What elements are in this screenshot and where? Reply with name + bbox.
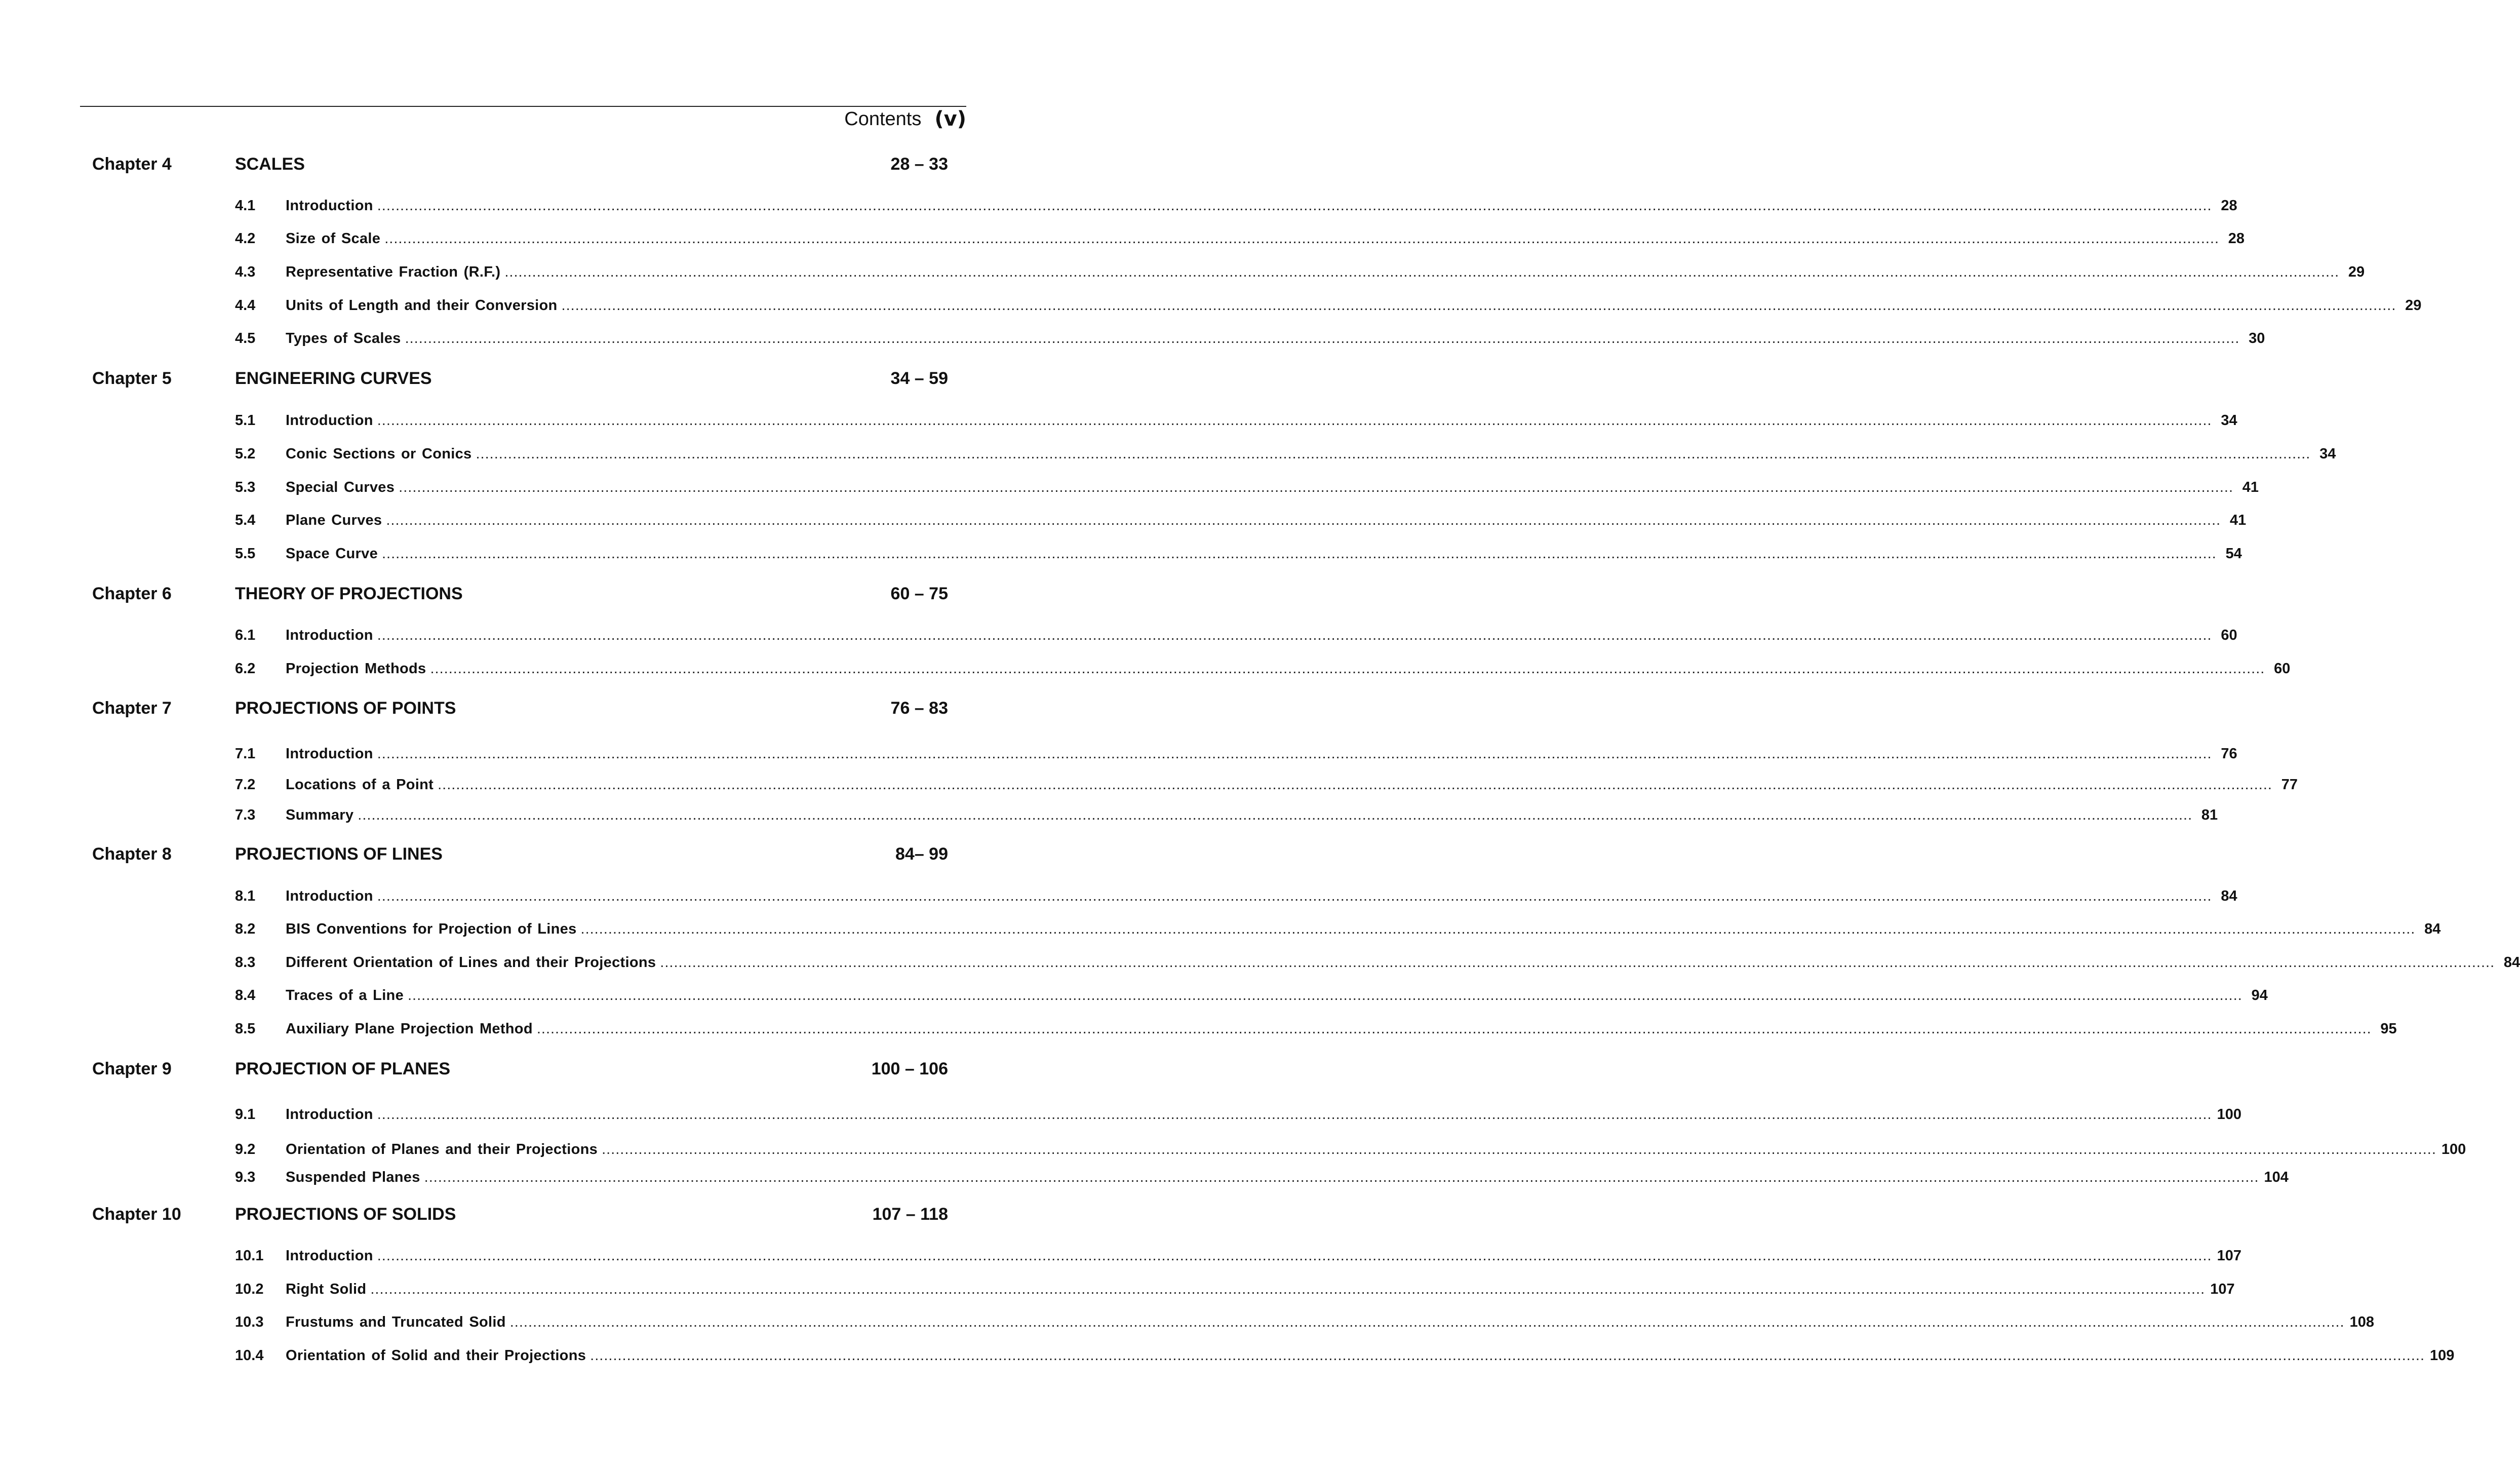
section-page: 81 [2201,807,2218,823]
dot-leader: ................................................................................................................................................................................................................................................................................................................................................................................................................ [399,479,2234,495]
toc-entry[interactable] [235,409,2237,432]
section-number: 8.3 [235,954,256,971]
section-title: Traces of a Line [286,987,404,1003]
dot-leader: ................................................................................................................................................................................................................................................................................................................................................................................................................ [504,264,2340,280]
chapter-page-range: 100 – 106 [871,1059,948,1078]
section-number: 5.5 [235,546,256,562]
section-page: 28 [2221,198,2237,214]
section-page: 100 [2217,1106,2241,1123]
dot-leader: ................................................................................................................................................................................................................................................................................................................................................................................................................ [382,546,2217,562]
dot-leader: ................................................................................................................................................................................................................................................................................................................................................................................................................ [536,1021,2372,1037]
toc-entry[interactable] [235,1344,2455,1367]
chapter-heading [0,1056,1037,1081]
section-number: 8.4 [235,987,256,1003]
section-page: 94 [2251,987,2268,1003]
section-number: 4.5 [235,330,256,346]
section-page: 60 [2221,627,2237,643]
toc-entry[interactable] [235,804,2218,826]
dot-leader: ................................................................................................................................................................................................................................................................................................................................................................................................................ [509,1314,2345,1330]
toc-entry[interactable] [235,509,2247,531]
section-number: 7.1 [235,746,256,762]
chapter-page-range: 107 – 118 [872,1205,948,1224]
section-number: 8.5 [235,1021,256,1037]
dot-leader: ................................................................................................................................................................................................................................................................................................................................................................................................................ [580,921,2416,937]
section-title: Types of Scales [286,330,401,346]
section-title: Introduction [286,1248,373,1264]
dot-leader: ................................................................................................................................................................................................................................................................................................................................................................................................................ [377,888,2212,904]
chapter-label: Chapter 4 [92,154,172,174]
running-title: Contents [844,108,922,130]
section-title: Space Curve [286,546,378,562]
dot-leader: ................................................................................................................................................................................................................................................................................................................................................................................................................ [384,230,2220,247]
toc-entry[interactable] [235,918,2441,940]
chapter-label: Chapter 6 [92,584,172,603]
dot-leader: ................................................................................................................................................................................................................................................................................................................................................................................................................ [377,412,2212,429]
section-page: 104 [2264,1169,2289,1185]
section-number: 10.1 [235,1248,264,1264]
dot-leader: ................................................................................................................................................................................................................................................................................................................................................................................................................ [408,987,2242,1003]
section-number: 9.2 [235,1141,256,1157]
dot-leader: ................................................................................................................................................................................................................................................................................................................................................................................................................ [405,330,2240,346]
dot-leader: ................................................................................................................................................................................................................................................................................................................................................................................................................ [377,1248,2212,1264]
chapter-page-range: 84– 99 [895,844,948,864]
section-page: 28 [2228,230,2245,247]
section-title: Representative Fraction (R.F.) [286,264,501,280]
chapter-page-range: 76 – 83 [890,699,948,718]
section-title: Right Solid [286,1281,367,1297]
dot-leader: ................................................................................................................................................................................................................................................................................................................................................................................................................ [602,1141,2436,1157]
toc-entry[interactable] [235,1018,2397,1040]
section-page: 100 [2441,1141,2466,1157]
chapter-page-range: 60 – 75 [890,584,948,603]
section-title: Conic Sections or Conics [286,446,472,462]
section-page: 95 [2380,1021,2397,1037]
section-page: 41 [2242,479,2259,495]
section-page: 34 [2221,412,2237,429]
chapter-title: PROJECTIONS OF SOLIDS [235,1205,456,1224]
section-page: 30 [2249,330,2265,346]
chapter-heading [0,696,1037,721]
section-number: 5.1 [235,412,256,429]
section-title: Orientation of Solid and their Projections [286,1347,586,1364]
section-page: 54 [2225,546,2242,562]
chapter-title: PROJECTIONS OF LINES [235,844,443,864]
toc-entry[interactable] [235,443,2336,465]
chapter-label: Chapter 8 [92,844,172,864]
dot-leader: ................................................................................................................................................................................................................................................................................................................................................................................................................ [386,512,2221,528]
section-page: 77 [2281,777,2298,793]
section-number: 9.3 [235,1169,256,1185]
chapter-title: PROJECTION OF PLANES [235,1059,451,1078]
section-number: 4.2 [235,230,256,247]
section-number: 4.1 [235,198,256,214]
chapter-heading [0,841,1037,867]
toc-entry[interactable] [235,1311,2374,1333]
section-title: Frustums and Truncated Solid [286,1314,506,1330]
chapter-heading [0,581,1037,606]
dot-leader: ................................................................................................................................................................................................................................................................................................................................................................................................................ [660,954,2495,971]
chapter-label: Chapter 5 [92,369,172,388]
section-title: Orientation of Planes and their Projections [286,1141,598,1157]
section-page: 34 [2319,446,2336,462]
toc-entry[interactable] [235,1245,2241,1267]
dot-leader: ................................................................................................................................................................................................................................................................................................................................................................................................................ [358,807,2193,823]
section-number: 5.3 [235,479,256,495]
page-number: (v) [934,107,966,131]
chapter-heading [0,1202,1037,1227]
section-page: 107 [2210,1281,2235,1297]
section-title: Introduction [286,412,373,429]
dot-leader: ................................................................................................................................................................................................................................................................................................................................................................................................................ [377,1106,2212,1123]
section-number: 5.4 [235,512,256,528]
dot-leader: ................................................................................................................................................................................................................................................................................................................................................................................................................ [590,1347,2425,1364]
section-title: Introduction [286,627,373,643]
toc-entry[interactable] [235,743,2237,765]
section-title: Introduction [286,198,373,214]
section-number: 8.2 [235,921,256,937]
section-page: 109 [2430,1347,2455,1364]
section-title: Introduction [286,888,373,904]
toc-entry[interactable] [235,1278,2235,1300]
section-page: 84 [2221,888,2237,904]
dot-leader: ................................................................................................................................................................................................................................................................................................................................................................................................................ [377,198,2212,214]
chapter-title: ENGINEERING CURVES [235,369,432,388]
section-number: 4.3 [235,264,256,280]
toc-entry[interactable] [235,327,2265,350]
chapter-label: Chapter 9 [92,1059,172,1078]
section-title: Size of Scale [286,230,381,247]
section-number: 5.2 [235,446,256,462]
toc-entry[interactable] [235,984,2268,1007]
dot-leader: ................................................................................................................................................................................................................................................................................................................................................................................................................ [377,627,2212,643]
chapter-label: Chapter 7 [92,699,172,718]
section-number: 6.2 [235,661,256,677]
chapter-title: THEORY OF PROJECTIONS [235,584,463,603]
section-title: Introduction [286,1106,373,1123]
section-number: 10.2 [235,1281,264,1297]
section-title: Different Orientation of Lines and their Projections [286,954,656,971]
section-page: 108 [2349,1314,2374,1330]
section-number: 10.4 [235,1347,264,1364]
toc-entry[interactable] [235,261,2365,283]
section-number: 9.1 [235,1106,256,1123]
section-number: 4.4 [235,297,256,314]
toc-entry[interactable] [235,1138,2466,1161]
toc-entry[interactable] [235,227,2245,250]
section-title: BIS Conventions for Projection of Lines [286,921,577,937]
section-title: Plane Curves [286,512,382,528]
section-title: Auxiliary Plane Projection Method [286,1021,533,1037]
toc-entry[interactable] [235,1166,2289,1188]
section-title: Suspended Planes [286,1169,420,1185]
section-page: 76 [2221,746,2237,762]
section-title: Summary [286,807,354,823]
toc-entry[interactable] [235,476,2259,498]
section-number: 6.1 [235,627,256,643]
section-page: 41 [2229,512,2247,528]
section-page: 29 [2348,264,2365,280]
chapter-title: SCALES [235,154,305,174]
toc-entry[interactable] [235,294,2422,317]
chapter-title: PROJECTIONS OF POINTS [235,699,456,718]
toc-entry[interactable] [235,543,2242,565]
section-title: Units of Length and their Conversion [286,297,558,314]
toc-entry[interactable] [235,1103,2241,1126]
section-number: 10.3 [235,1314,264,1330]
dot-leader: ................................................................................................................................................................................................................................................................................................................................................................................................................ [430,661,2265,677]
toc-entry[interactable] [235,195,2237,217]
section-number: 8.1 [235,888,256,904]
dot-leader: ................................................................................................................................................................................................................................................................................................................................................................................................................ [370,1281,2206,1297]
section-page: 84 [2503,954,2520,971]
toc-entry[interactable] [235,885,2237,907]
chapter-page-range: 34 – 59 [890,369,948,388]
section-title: Special Curves [286,479,395,495]
chapter-heading [0,366,1037,391]
dot-leader: ................................................................................................................................................................................................................................................................................................................................................................................................................ [438,777,2272,793]
section-number: 7.2 [235,777,256,793]
dot-leader: ................................................................................................................................................................................................................................................................................................................................................................................................................ [377,746,2212,762]
section-title: Projection Methods [286,661,426,677]
section-title: Introduction [286,746,373,762]
dot-leader: ................................................................................................................................................................................................................................................................................................................................................................................................................ [476,446,2311,462]
chapter-heading [0,151,1037,177]
section-title: Locations of a Point [286,777,434,793]
dot-leader: ................................................................................................................................................................................................................................................................................................................................................................................................................ [561,297,2396,314]
dot-leader: ................................................................................................................................................................................................................................................................................................................................................................................................................ [424,1169,2259,1185]
toc-entry[interactable] [235,658,2291,680]
section-page: 29 [2405,297,2422,314]
toc-entry[interactable] [235,951,2520,974]
chapter-page-range: 28 – 33 [890,154,948,174]
toc-entry[interactable] [235,774,2298,796]
section-number: 7.3 [235,807,256,823]
section-page: 107 [2217,1248,2241,1264]
toc-entry[interactable] [235,624,2237,646]
section-page: 60 [2274,661,2291,677]
section-page: 84 [2424,921,2441,937]
chapter-label: Chapter 10 [92,1205,181,1224]
